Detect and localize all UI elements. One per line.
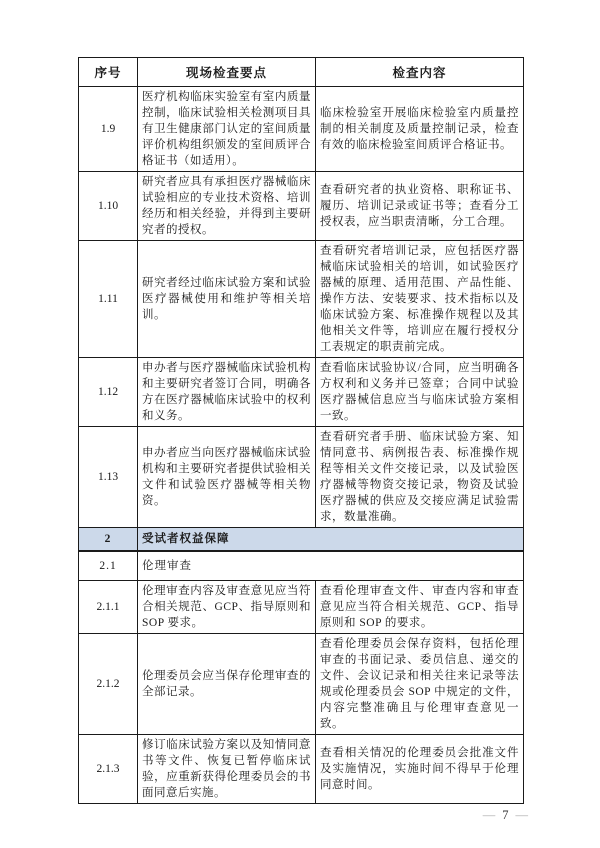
table-row bbox=[79, 241, 524, 358]
table-row bbox=[79, 735, 524, 804]
table-row bbox=[79, 172, 524, 241]
inspection-content-cell: 查看研究者培训记录，应包括医疗器械临床试验相关的培训，如试验医疗器械的原理、适用范围、产品性能、操作方法、安装要求、技术指标以及临床试验方案、标准操作规程以及其他相关文件等，培训应在履行授权分工表规定的职责前完成。 bbox=[316, 241, 524, 358]
section-row bbox=[79, 528, 524, 552]
inspection-content-cell: 查看相关情况的伦理委员会批准文件及实施情况，实施时间不得早于伦理同意时间。 bbox=[316, 735, 524, 804]
inspection-point-cell: 申办者应当向医疗器械临床试验机构和主要研究者提供试验相关文件和试验医疗器械等相关物资。 bbox=[138, 427, 316, 528]
header-cell-inspection-point: 现场检查要点 bbox=[138, 58, 316, 87]
table-row bbox=[79, 427, 524, 528]
section-title-cell: 受试者权益保障 bbox=[138, 528, 524, 552]
inspection-content-cell: 查看伦理委员会保存资料，包括伦理审查的书面记录、委员信息、递交的文件、会议记录和相关往来记录等法规或伦理委员会 SOP 中规定的文件，内容完整准确且与伦理审查意见一致。 bbox=[316, 634, 524, 735]
row-number-cell: 1.9 bbox=[79, 87, 138, 172]
inspection-content-cell: 查看研究者手册、临床试验方案、知情同意书、病例报告表、标准操作规程等相关文件交接记录，以及试验医疗器械等物资交接记录，物资及试验医疗器械的供应及交接应满足试验需求，数量准确。 bbox=[316, 427, 524, 528]
inspection-point-cell: 申办者与医疗器械临床试验机构和主要研究者签订合同，明确各方在医疗器械临床试验中的权利和义务。 bbox=[138, 358, 316, 427]
subsection-number-cell: 2.1 bbox=[79, 551, 138, 581]
inspection-point-cell: 伦理审查内容及审查意见应当符合相关规范、GCP、指导原则和 SOP 要求。 bbox=[138, 581, 316, 634]
row-number-cell: 2.1.3 bbox=[79, 735, 138, 804]
page-number: 7 bbox=[502, 808, 509, 822]
page-footer bbox=[483, 808, 528, 823]
inspection-point-cell: 研究者经过临床试验方案和试验医疗器械使用和维护等相关培训。 bbox=[138, 241, 316, 358]
table-row bbox=[79, 87, 524, 172]
inspection-point-cell: 医疗机构临床实验室有室内质量控制，临床试验相关检测项目具有卫生健康部门认定的室间质量评价机构组织颁发的室间质评合格证书（如适用）。 bbox=[138, 87, 316, 172]
inspection-point-cell: 修订临床试验方案以及知情同意书等文件、恢复已暂停临床试验，应重新获得伦理委员会的书面同意后实施。 bbox=[138, 735, 316, 804]
row-number-cell: 2.1.1 bbox=[79, 581, 138, 634]
row-number-cell: 1.13 bbox=[79, 427, 138, 528]
table-header-row bbox=[79, 58, 524, 87]
section-number-cell: 2 bbox=[79, 528, 138, 552]
table-row bbox=[79, 634, 524, 735]
table-row bbox=[79, 581, 524, 634]
inspection-content-cell: 临床检验室开展临床检验室内质量控制的相关制度及质量控制记录，检查有效的临床检验室间质评合格证书。 bbox=[316, 87, 524, 172]
inspection-content-cell: 查看研究者的执业资格、职称证书、履历、培训记录或证书等；查看分工授权表，应当职责清晰，分工合理。 bbox=[316, 172, 524, 241]
page-number-dash-right: — bbox=[515, 808, 528, 822]
header-cell-inspection-content: 检查内容 bbox=[316, 58, 524, 87]
row-number-cell: 1.12 bbox=[79, 358, 138, 427]
inspection-point-cell: 研究者应具有承担医疗器械临床试验相应的专业技术资格、培训经历和相关经验，并得到主要研究者的授权。 bbox=[138, 172, 316, 241]
row-number-cell: 2.1.2 bbox=[79, 634, 138, 735]
row-number-cell: 1.10 bbox=[79, 172, 138, 241]
inspection-checklist-table bbox=[78, 57, 524, 804]
inspection-content-cell: 查看伦理审查文件、审查内容和审查意见应当符合相关规范、GCP、指导原则和 SOP 的要求。 bbox=[316, 581, 524, 634]
inspection-point-cell: 伦理委员会应当保存伦理审查的全部记录。 bbox=[138, 634, 316, 735]
subsection-title-cell: 伦理审查 bbox=[138, 551, 524, 581]
row-number-cell: 1.11 bbox=[79, 241, 138, 358]
subsection-row bbox=[79, 551, 524, 581]
header-cell-number: 序号 bbox=[79, 58, 138, 87]
table-row bbox=[79, 358, 524, 427]
inspection-content-cell: 查看临床试验协议/合同，应当明确各方权利和义务并已签章；合同中试验医疗器械信息应当与临床试验方案相一致。 bbox=[316, 358, 524, 427]
page-number-dash-left: — bbox=[482, 808, 496, 822]
